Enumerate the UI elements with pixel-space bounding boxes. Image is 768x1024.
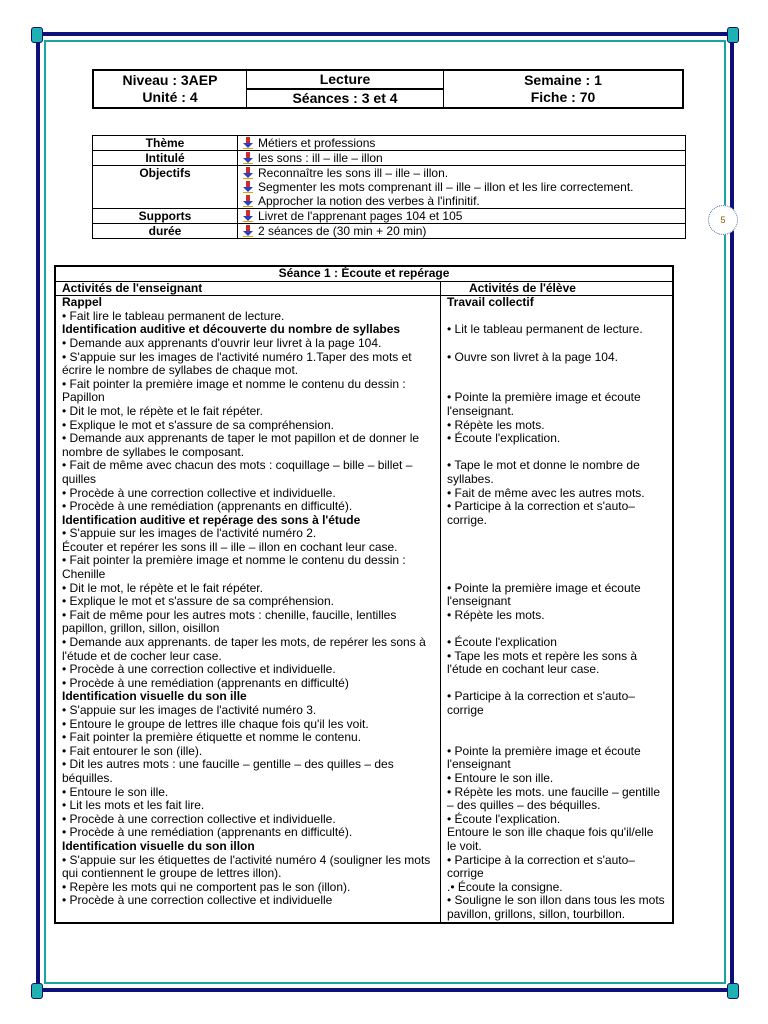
activity-line: • Fait de même pour les autres mots : chenille, faucille, lentilles papillon, grillon, sillon, oisillon	[62, 607, 397, 636]
corner-ornament	[31, 983, 43, 999]
section-heading: Identification visuelle du son ille	[62, 689, 247, 704]
activity-line: • Procède à une correction collective et individuelle	[62, 893, 333, 908]
supports-label: Supports	[93, 209, 238, 224]
activity-line: • Repère les mots qui ne comportent pas le son (illon).	[62, 879, 351, 894]
activity-line	[447, 677, 666, 691]
activity-line	[447, 378, 666, 392]
activity-line: • Fait pointer la première étiquette et nomme le contenu.	[62, 730, 362, 745]
activity-line: • Souligne le son illon dans tous les mots pavillon, grillons, sillon, tourbillon.	[447, 893, 665, 921]
header-table	[92, 69, 684, 109]
activity-line	[447, 731, 666, 745]
subject: Lecture	[247, 71, 443, 90]
session-table	[54, 265, 674, 924]
activity-line: • Fait pointer la première image et nomme le contenu du dessin : Papillon	[62, 376, 406, 405]
arrow-down-icon	[242, 224, 258, 238]
teacher-activities	[55, 296, 441, 923]
student-activities	[441, 296, 674, 923]
activity-line	[447, 446, 666, 460]
activity-line: • Procède à une correction collective et individuelle.	[62, 662, 336, 677]
activity-line	[447, 554, 666, 568]
activity-line: • Dit les autres mots : une faucille – gentille – des quilles – des béquilles.	[62, 757, 394, 785]
activity-line	[447, 527, 666, 541]
activity-line: • Écoute l'explication.	[447, 811, 561, 826]
activity-line	[447, 622, 666, 636]
student-column-header: Activités de l'élève	[441, 281, 674, 296]
section-heading: Travail collectif	[447, 295, 534, 310]
activity-line	[447, 718, 666, 732]
activity-line	[447, 310, 666, 324]
session-title: Séance 1 : Écoute et repérage	[55, 266, 673, 281]
activity-line: • Demande aux apprenants. de taper les mots, de repérer les sons à l'étude et de cocher leur case.	[62, 635, 426, 663]
activity-line: • Répète les mots. une faucille – gentille – des quilles – des béquilles.	[447, 784, 660, 813]
activity-line: • Tape le mot et donne le nombre de syllabes.	[447, 458, 640, 486]
objectif-item: Segmenter les mots comprenant ill – ille – illon et les lire correctement.	[258, 180, 634, 194]
activity-line: • Fait de même avec les autres mots.	[447, 485, 645, 500]
header-right	[444, 70, 684, 108]
intitule-label: Intitulé	[93, 151, 238, 166]
activity-line: • Fait de même avec chacun des mots : coquillage – bille – billet – quilles	[62, 458, 413, 486]
activity-line: • Participe à la correction et s'auto–corrige.	[447, 499, 635, 527]
activity-line: • Demande aux apprenants d'ouvrir leur livret à la page 104.	[62, 335, 382, 350]
objectifs-label: Objectifs	[93, 166, 238, 209]
info-table	[92, 135, 686, 239]
activity-line	[447, 364, 666, 378]
activity-line: • Dit le mot, le répète et le fait répéter.	[62, 580, 263, 595]
activity-line: • Procède à une remédiation (apprenants en difficulté).	[62, 825, 353, 840]
corner-ornament	[727, 27, 739, 43]
activity-line: • Tape les mots et repère les sons à l'étude en cochant leur case.	[447, 648, 638, 677]
section-heading: Identification auditive et découverte du nombre de syllabes	[62, 322, 401, 337]
activity-line: • Entoure le groupe de lettres ille chaque fois qu'il les voit.	[62, 716, 369, 731]
activity-line: Écouter et repérer les sons ill – ille – illon en cochant leur case.	[62, 539, 398, 554]
activity-line: • Explique le mot et s'assure de sa compréhension.	[62, 417, 334, 432]
objectif-item: Reconnaître les sons ill – ille – illon.	[258, 166, 449, 180]
activity-line: • S'appuie sur les images de l'activité numéro 2.	[62, 526, 317, 541]
theme-value: Métiers et professions	[258, 136, 376, 150]
activity-line: • Dit le mot, le répète et le fait répéter.	[62, 403, 263, 418]
seances: Séances : 3 et 4	[292, 90, 398, 106]
arrow-down-icon	[242, 180, 258, 194]
activity-line: • S'appuie sur les images de l'activité numéro 1.Taper des mots et écrire le nombre de syllabes de chaque mot.	[62, 349, 412, 378]
teacher-column-header: Activités de l'enseignant	[55, 281, 441, 296]
section-heading: Identification auditive et repérage des sons à l'étude	[62, 512, 361, 527]
activity-line: • S'appuie sur les étiquettes de l'activité numéro 4 (souligner les mots qui contiennent le groupe de lettres illon).	[62, 852, 431, 881]
niveau: Niveau : 3AEP	[122, 72, 218, 88]
activity-line: • Fait lire le tableau permanent de lecture.	[62, 308, 285, 323]
activity-line: • Procède à une correction collective et individuelle.	[62, 811, 336, 826]
arrow-down-icon	[242, 136, 258, 150]
activity-line: • Écoute l'explication	[447, 635, 557, 650]
activity-line: • Répète les mots.	[447, 417, 545, 432]
section-heading: Identification visuelle du son illon	[62, 838, 255, 853]
duree-label: durée	[93, 224, 238, 239]
section-heading: Rappel	[62, 295, 103, 310]
activity-line: • Fait entourer le son (ille).	[62, 743, 203, 758]
activity-line: • Ouvre son livret à la page 104.	[447, 349, 618, 364]
activity-line: • Écoute l'explication.	[447, 431, 561, 446]
page-tab: 5	[708, 205, 738, 235]
unite: Unité : 4	[142, 89, 198, 105]
activity-line: • Procède à une remédiation (apprenants en difficulté)	[62, 675, 349, 690]
activity-line: Entoure le son ille chaque fois qu'il/elle le voit.	[447, 825, 654, 853]
header-left	[93, 70, 247, 108]
supports-value: Livret de l'apprenant pages 104 et 105	[258, 209, 463, 223]
theme-label: Thème	[93, 136, 238, 151]
header-middle	[247, 70, 444, 108]
activity-line: • Répète les mots.	[447, 607, 545, 622]
activity-line: • Entoure le son ille.	[62, 784, 169, 799]
activity-line: • Participe à la correction et s'auto–corrige	[447, 852, 635, 881]
activity-line	[447, 337, 666, 351]
activity-line: • Participe à la correction et s'auto–corrige	[447, 689, 635, 717]
intitule-value: les sons : ill – ille – illon	[258, 151, 383, 165]
activity-line: • Pointe la première image et écoute l'enseignant	[447, 743, 641, 772]
activity-line: • S'appuie sur les images de l'activité numéro 3.	[62, 703, 317, 717]
activity-line: • Entoure le son ille.	[447, 770, 554, 785]
activity-line: • Demande aux apprenants de taper le mot papillon et de donner le nombre de syllabes le composant.	[62, 431, 420, 459]
duree-value: 2 séances de (30 min + 20 min)	[258, 224, 427, 238]
arrow-down-icon	[242, 194, 258, 208]
activity-line: • Fait pointer la première image et nomme le contenu du dessin : Chenille	[62, 553, 406, 582]
activity-line	[447, 541, 666, 555]
activity-line: .• Écoute la consigne.	[447, 879, 563, 894]
fiche: Fiche : 70	[530, 89, 596, 105]
arrow-down-icon	[242, 166, 258, 180]
activity-line: • Pointe la première image et écoute l'enseignant.	[447, 390, 641, 418]
activity-line	[447, 568, 666, 582]
corner-ornament	[727, 983, 739, 999]
activity-line: • Procède à une remédiation (apprenants en difficulté).	[62, 499, 353, 514]
arrow-down-icon	[242, 209, 258, 223]
semaine: Semaine : 1	[524, 72, 602, 88]
corner-ornament	[31, 27, 43, 43]
objectif-item: Approcher la notion des verbes à l'infinitif.	[258, 194, 480, 208]
activity-line: • Pointe la première image et écoute l'enseignant	[447, 580, 641, 609]
activity-line: • Explique le mot et s'assure de sa compréhension.	[62, 594, 334, 609]
activity-line: • Lit le tableau permanent de lecture.	[447, 322, 643, 337]
activity-line: • Procède à une correction collective et individuelle.	[62, 485, 336, 500]
arrow-down-icon	[242, 151, 258, 165]
activity-line: • Lit les mots et les fait lire.	[62, 798, 205, 813]
